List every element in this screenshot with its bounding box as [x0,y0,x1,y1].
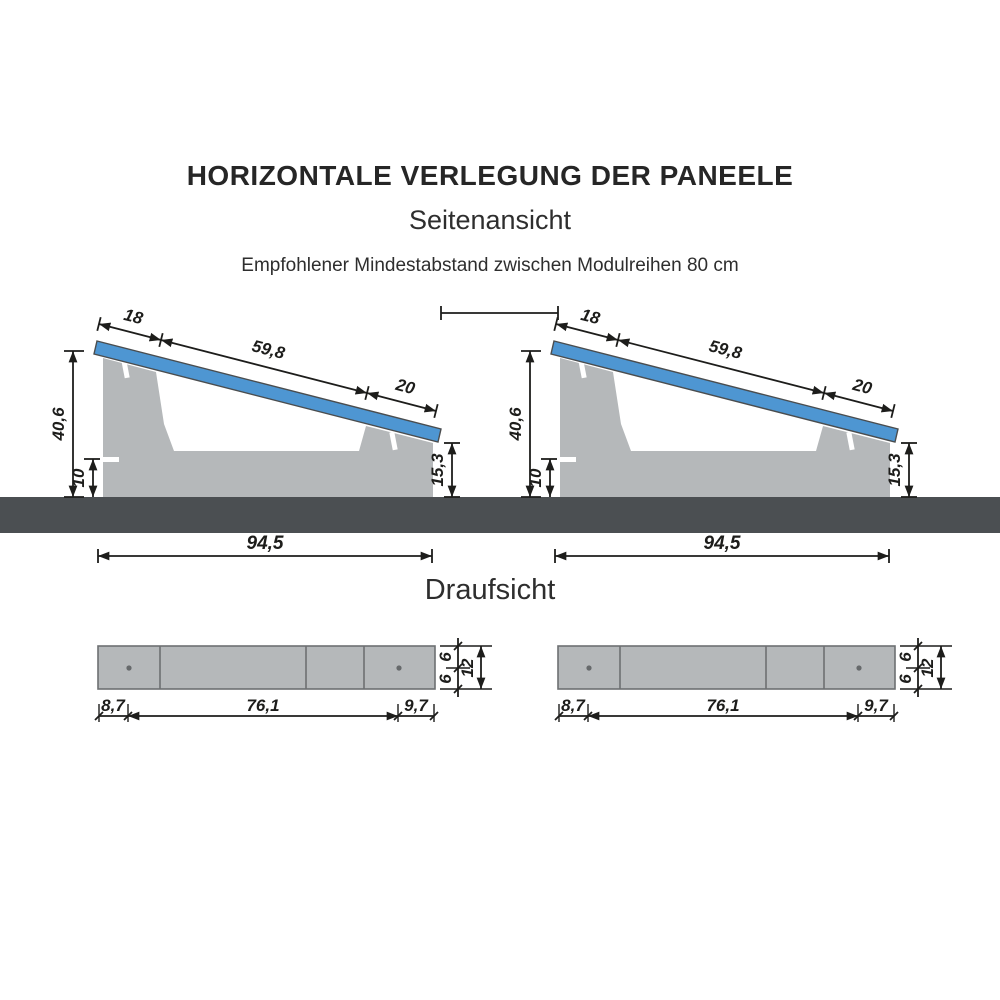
bar-length-dimensions [555,696,898,722]
dim-total-width: 12 [918,658,937,678]
spacing-note: Empfohlener Mindestabstand zwischen Modulreihen 80 cm [241,255,739,276]
dim-total-width: 12 [458,658,477,678]
top-view-left-bar [95,638,492,722]
dim-ground-clearance: 10 [69,468,88,488]
mounting-hole-icon [396,665,401,670]
dim-base-width-group [555,533,889,563]
dim-panel-length: 59,8 [249,336,287,363]
dim-hole-spacing: 76,1 [246,696,280,715]
side-view-heading: Seitenansicht [408,205,572,235]
bar-length-dimensions [95,696,438,722]
dim-half-width-upper: 6 [436,652,455,662]
dim-height-back: 40,6 [506,407,525,441]
mounting-hole-icon [126,665,131,670]
dim-half-width-lower: 6 [436,674,455,684]
dim-height-front: 15,3 [885,453,904,487]
dim-base-width-group [98,533,432,563]
top-view-right-bar [555,638,952,722]
dim-panel-top-segment: 18 [578,305,602,329]
dim-panel-top-segment: 18 [121,305,145,329]
base-rail [558,646,895,689]
top-view-heading: Draufsicht [424,574,556,606]
base-rail [98,646,435,689]
dim-height-back: 40,6 [49,407,68,441]
dim-half-width-upper: 6 [896,652,915,662]
bar-width-dimensions [436,638,492,697]
side-slot-icon [100,457,119,462]
dim-panel-length: 59,8 [706,336,744,363]
dim-hole-spacing: 76,1 [706,696,740,715]
bar-width-dimensions [896,638,952,697]
dim-hole-offset-left: 8,7 [561,696,585,715]
mounting-hole-icon [856,665,861,670]
dim-base-width: 94,5 [246,533,284,554]
dim-ground-clearance: 10 [526,468,545,488]
ground-strip [0,497,1000,533]
dim-panel-bottom-segment: 20 [393,375,417,399]
dim-half-width-lower: 6 [896,674,915,684]
dim-hole-offset-left: 8,7 [101,696,125,715]
mounting-hole-icon [586,665,591,670]
dim-panel-bottom-segment: 20 [850,375,874,399]
dim-hole-offset-right: 9,7 [864,696,888,715]
side-slot-icon [557,457,576,462]
page-title: HORIZONTALE VERLEGUNG DER PANEELE [186,160,794,191]
dim-height-front: 15,3 [428,453,447,487]
dim-hole-offset-right: 9,7 [404,696,428,715]
module-gap-dimension [441,306,558,320]
dim-base-width: 94,5 [703,533,741,554]
